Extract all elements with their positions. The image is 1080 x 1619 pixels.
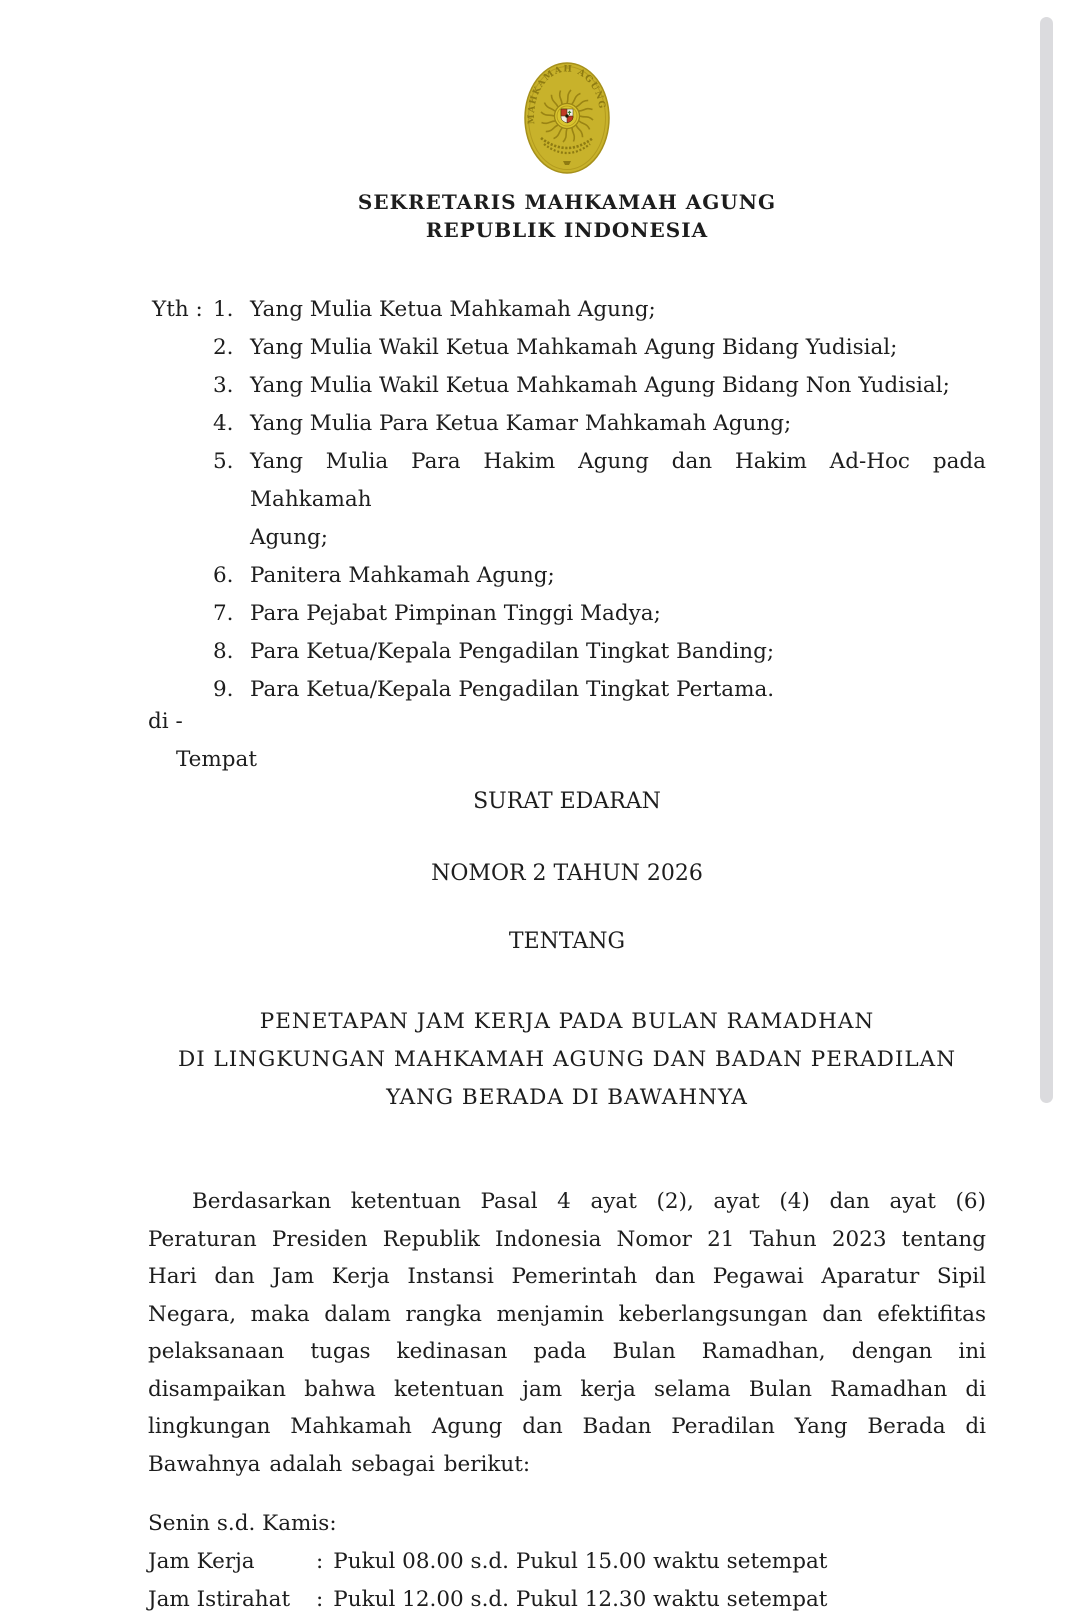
schedule-label: Jam Kerja bbox=[148, 1548, 255, 1574]
document-title bbox=[148, 1003, 986, 1117]
schedule-separator: : bbox=[316, 1586, 324, 1612]
schedule-label: Jam Istirahat bbox=[148, 1586, 291, 1612]
recipient-item: 6. Panitera Mahkamah Agung; bbox=[213, 563, 555, 588]
recipient-item: 5. Yang Mulia Para Hakim Agung dan Hakim Ad-Hoc pada Mahkamah Agung; bbox=[213, 449, 986, 550]
body-paragraph: Berdasarkan ketentuan Pasal 4 ayat (2), ayat (4) dan ayat (6) Peraturan Presiden Republik Indonesia Nomor 21 Tahun 2023 tentang Hari dan Jam Kerja Instansi Pemerintah dan Pegawai Aparatur Sipil Negara, maka dalam rangka menjamin keberlangsungan dan efektifitas pelaksanaan tugas kedinasan pada Bulan Ramadhan, dengan ini disampaikan bahwa ketentuan jam kerja selama Bulan Ramadhan di lingkungan Mahkamah Agung dan Badan Peradilan Yang Berada di Bawahnya adalah sebagai berikut: bbox=[148, 1189, 986, 1477]
recipient-item: 9. Para Ketua/Kepala Pengadilan Tingkat Pertama. bbox=[213, 677, 775, 702]
title-line: PENETAPAN JAM KERJA PADA BULAN RAMADHAN bbox=[259, 1009, 875, 1034]
schedule-value: Pukul 08.00 s.d. Pukul 15.00 waktu setempat bbox=[333, 1548, 828, 1574]
recipient-item: 4. Yang Mulia Para Ketua Kamar Mahkamah Agung; bbox=[213, 411, 792, 436]
recipient-item: 8. Para Ketua/Kepala Pengadilan Tingkat Banding; bbox=[213, 639, 775, 664]
recipient-item: 7. Para Pejabat Pimpinan Tinggi Madya; bbox=[213, 601, 661, 626]
recipient-item: 2. Yang Mulia Wakil Ketua Mahkamah Agung Bidang Yudisial; bbox=[213, 335, 898, 360]
schedule-value: Pukul 12.00 s.d. Pukul 12.30 waktu setempat bbox=[333, 1586, 828, 1612]
document-number-heading: NOMOR 2 TAHUN 2026 bbox=[431, 861, 703, 886]
org-name-line2: REPUBLIK INDONESIA bbox=[425, 218, 709, 242]
title-line: DI LINGKUNGAN MAHKAMAH AGUNG DAN BADAN PERADILAN bbox=[177, 1047, 957, 1072]
recipient-item: 1. Yang Mulia Ketua Mahkamah Agung; bbox=[213, 297, 656, 322]
recipients-label: Yth : bbox=[152, 297, 203, 322]
org-name-line1: SEKRETARIS MAHKAMAH AGUNG bbox=[357, 190, 777, 214]
svg-text:MAHKAMAH AGUNG: MAHKAMAH AGUNG bbox=[526, 64, 607, 125]
mahkamah-agung-seal-icon bbox=[524, 62, 610, 174]
letterhead bbox=[148, 188, 986, 244]
about-heading: TENTANG bbox=[508, 929, 626, 954]
scrollbar-thumb[interactable] bbox=[1040, 17, 1053, 1103]
schedule-separator: : bbox=[316, 1548, 324, 1574]
recipient-item: 3. Yang Mulia Wakil Ketua Mahkamah Agung Bidang Non Yudisial; bbox=[213, 373, 950, 398]
recipient-list bbox=[148, 291, 986, 709]
at-line: di - bbox=[148, 709, 183, 734]
document-type-heading: SURAT EDARAN bbox=[473, 789, 661, 814]
title-line: YANG BERADA DI BAWAHNYA bbox=[386, 1085, 748, 1110]
place-line: Tempat bbox=[176, 747, 258, 772]
schedule-row bbox=[148, 1581, 986, 1619]
schedule-day-range: Senin s.d. Kamis: bbox=[148, 1510, 337, 1536]
schedule-row bbox=[148, 1543, 986, 1581]
